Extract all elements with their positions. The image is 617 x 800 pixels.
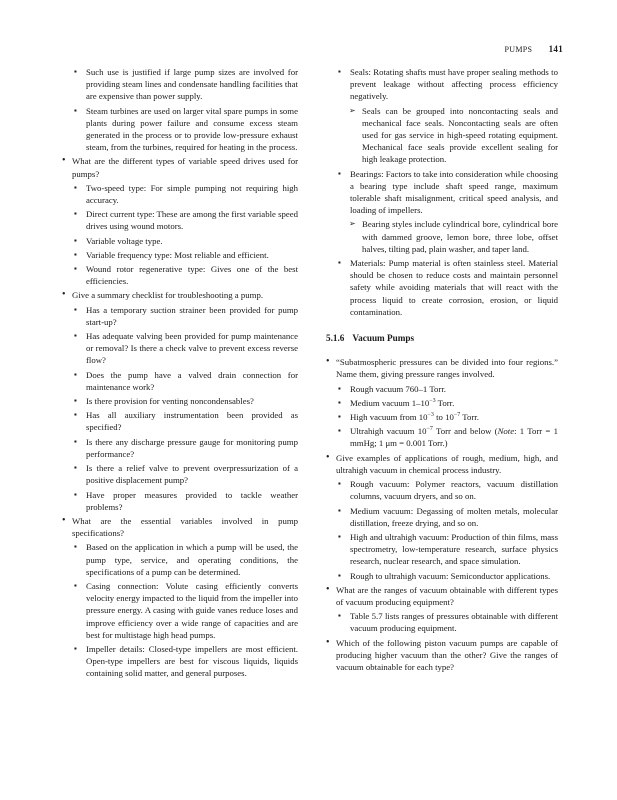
- list-item: ▪ Steam turbines are used on larger vital spare pumps in some plants during power failure and consume excess steam generated in the process or to provide low-pressure exhaust steam, from the turbines, required for heating in the process.: [62, 105, 298, 154]
- list-item: [326, 397, 558, 409]
- list-item: ▪ Does the pump have a valved drain connection for maintenance work?: [62, 369, 298, 393]
- right-column: [326, 66, 558, 675]
- list-item: ▪ Variable frequency type: Most reliable and efficient.: [62, 249, 298, 261]
- list-item: ▪ Impeller details: Closed-type impellers are most efficient. Open-type impellers are best for viscous liquids, liquids containing solid matter, and general purposes.: [62, 643, 298, 680]
- list-item: ▪ Such use is justified if large pump sizes are involved for providing steam lines and condensate handling facilities that are expensive than power supply.: [62, 66, 298, 103]
- list-item: ▪ Is there a relief valve to prevent overpressurization of a positive displacement pump?: [62, 462, 298, 486]
- list-item: ▪ Two-speed type: For simple pumping not requiring high accuracy.: [62, 182, 298, 206]
- question-item: • Give examples of applications of rough, medium, high, and ultrahigh vacuum in chemical process industry.: [326, 452, 558, 476]
- left-column: [62, 66, 298, 682]
- list-item: ▪ Is there provision for venting noncondensables?: [62, 395, 298, 407]
- section-title: Vacuum Pumps: [352, 333, 415, 344]
- question-item: • What are the essential variables involved in pump specifications?: [62, 515, 298, 539]
- list-item: ▪ Wound rotor regenerative type: Gives one of the best efficiencies.: [62, 263, 298, 287]
- item-text: High vacuum from 10: [350, 412, 428, 423]
- item-text: : 1 Torr = 1 mmHg; 1 μm = 0.001 Torr.): [350, 426, 558, 449]
- exponent: −3: [427, 412, 434, 419]
- list-item: ▪ Has all auxiliary instrumentation been provided as specified?: [62, 409, 298, 433]
- list-item: ▪ Rough vacuum 760–1 Torr.: [326, 383, 558, 395]
- exponent: −3: [429, 397, 436, 404]
- exponent: −7: [453, 412, 461, 419]
- question-item: • Give a summary checklist for troubleshooting a pump.: [62, 289, 298, 301]
- list-item: ▪ Have proper measures provided to tackle weather problems?: [62, 489, 298, 513]
- question-item: • What are the different types of variable speed drives used for pumps?: [62, 155, 298, 179]
- list-item: ▪ Based on the application in which a pump will be used, the pump type, service, and operating conditions, the specifications of a pump can be determined.: [62, 541, 298, 578]
- section-heading: [326, 332, 558, 344]
- list-item: ▪ Table 5.7 lists ranges of pressures obtainable with different vacuum producing equipment.: [326, 610, 558, 634]
- section-number: 5.1.6: [326, 333, 345, 344]
- running-title: PUMPS: [504, 45, 533, 54]
- list-item: [326, 425, 558, 449]
- list-item: ▪ Bearings: Factors to take into consideration while choosing a bearing type include shaft speed range, maximum tolerable shaft misalignment, critical speed analysis, and loading of impellers.: [326, 168, 558, 217]
- list-item: ▪ High and ultrahigh vacuum: Production of thin films, mass spectrometry, low-temperature research, surface physics research, nuclear research, and space simulation.: [326, 531, 558, 568]
- list-item: ▪ Direct current type: These are among the first variable speed drives using wound motors.: [62, 208, 298, 232]
- running-header: [505, 44, 563, 54]
- note-label: Note: [497, 426, 515, 437]
- list-item: ▪ Variable voltage type.: [62, 235, 298, 247]
- question-item: • Which of the following piston vacuum pumps are capable of producing higher vacuum than the other? Give the ranges of vacuum obtainable for each type?: [326, 637, 558, 674]
- list-item: ▪ Medium vacuum: Degassing of molten metals, molecular distillation, freeze drying, and so on.: [326, 505, 558, 529]
- exponent: −7: [426, 426, 433, 433]
- question-item: • “Subatmospheric pressures can be divided into four regions.” Name them, giving pressure ranges involved.: [326, 356, 558, 380]
- sub-list-item: ➢ Bearing styles include cylindrical bore, cylindrical bore with dammed groove, lemon bore, three lobe, offset halves, tilting pad, plain washer, and taper land.: [326, 218, 558, 255]
- list-item: ▪ Seals: Rotating shafts must have proper sealing methods to prevent leakage without affecting process efficiency negatively.: [326, 66, 558, 103]
- list-item: ▪ Rough to ultrahigh vacuum: Semiconductor applications.: [326, 570, 558, 582]
- question-item: • What are the ranges of vacuum obtainable with different types of vacuum producing equipment?: [326, 584, 558, 608]
- list-item: ▪ Casing connection: Volute casing efficiently converts velocity energy impacted to the liquid from the impeller into pressure energy. A casing with guide vanes reduce loses and improve efficiency over a wide range of capacities and are best for multistage high head pumps.: [62, 580, 298, 641]
- sub-list-item: ➢ Seals can be grouped into noncontacting seals and mechanical face seals. Noncontacting seals are often used for gas service in high-speed rotating equipment. Mechanical face seals provide excellent sealing for high leakage protection.: [326, 105, 558, 166]
- list-item: ▪ Materials: Pump material is often stainless steel. Material should be chosen to reduce costs and maintain personnel safety while avoiding materials that will react with the process liquid to create corrosion, erosion, or liquid contamination.: [326, 257, 558, 318]
- list-item: ▪ Has adequate valving been provided for pump maintenance or removal? Is there a check valve to prevent excess reverse flow?: [62, 330, 298, 367]
- item-text: Torr and below (: [432, 426, 498, 437]
- list-item: ▪ Has a temporary suction strainer been provided for pump start-up?: [62, 304, 298, 328]
- item-text: to 10: [433, 412, 454, 423]
- item-text: Ultrahigh vacuum 10: [350, 426, 427, 437]
- item-text: Torr.: [435, 397, 455, 408]
- item-text: Medium vacuum 1–10: [350, 397, 430, 408]
- list-item: ▪ Rough vacuum: Polymer reactors, vacuum distillation columns, vacuum dryers, and so on.: [326, 478, 558, 502]
- page-number: 141: [548, 44, 563, 54]
- item-text: Torr.: [460, 412, 479, 423]
- list-item: [326, 411, 558, 423]
- list-item: ▪ Is there any discharge pressure gauge for monitoring pump performance?: [62, 436, 298, 460]
